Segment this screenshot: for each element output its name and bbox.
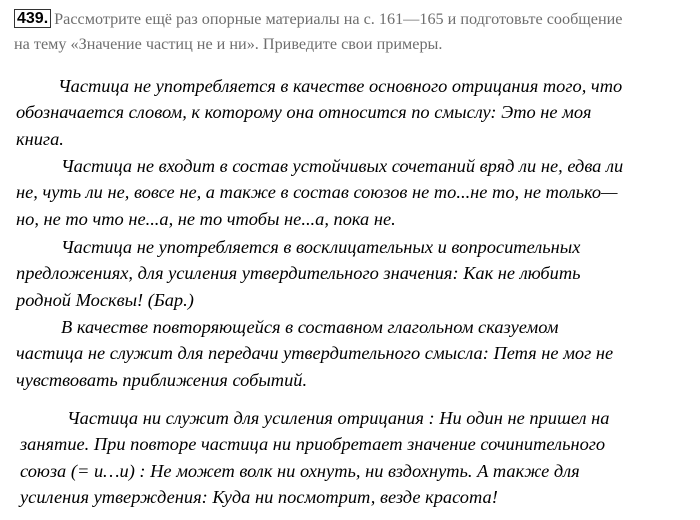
- task-instruction-line-1: Рассмотрите ещё раз опорные материалы на с. 161—165 и подготовьте сообщение: [54, 10, 623, 28]
- answer-line: усиления утверждения: Куда ни посмотрит, везде красота!: [20, 486, 498, 507]
- answer-line: В качестве повторяющейся в составном глагольном сказуемом: [61, 317, 559, 337]
- answer-line: союза (= и…и) : Не может волк ни охнуть, ни вздохнуть. А также для: [20, 460, 580, 481]
- answer-paragraph-5: [20, 405, 609, 510]
- answer-line: занятие. При повторе частица ни приобретает значение сочинительного: [20, 434, 606, 455]
- answer-line: книга.: [16, 128, 64, 149]
- answer-paragraph-2: [16, 153, 623, 232]
- task-instruction-line-2: на тему «Значение частиц не и ни». Приведите свои примеры.: [14, 35, 443, 53]
- answer-line: частица не служит для передачи утвердительного смысла: Петя не мог не: [16, 343, 614, 364]
- answer-line: предложениях, для усиления утвердительного значения: Как не любить: [16, 263, 581, 284]
- answer-line: Частица не употребляется в восклицательных и вопросительных: [61, 237, 581, 257]
- answer-line: но, не то что не...а, не то чтобы не...а, пока не.: [16, 208, 396, 229]
- answer-line: Частица не употребляется в качестве основного отрицания того, что: [58, 76, 623, 96]
- answer-line: чувствовать приближения событий.: [16, 369, 308, 390]
- answer-paragraph-4: [16, 314, 613, 393]
- answer-paragraph-3: [16, 234, 581, 313]
- task-header-line-1: [14, 7, 694, 32]
- answer-line: родной Москвы! (Бар.): [16, 289, 194, 310]
- answer-line: не, чуть ли не, вовсе не, а также в состав союзов не то...не то, не только—: [16, 182, 618, 203]
- answer-paragraph-1: [16, 73, 622, 152]
- answer-line: обозначается словом, к которому она относится по смыслу: Это не моя: [16, 102, 592, 123]
- answer-line: Частица не входит в состав устойчивых сочетаний вряд ли не, едва ли: [61, 156, 624, 176]
- task-header: [14, 7, 694, 57]
- answer-line: Частица ни служит для усиления отрицания : Ни один не пришел на: [67, 408, 610, 428]
- task-number-badge: 439.: [14, 9, 51, 28]
